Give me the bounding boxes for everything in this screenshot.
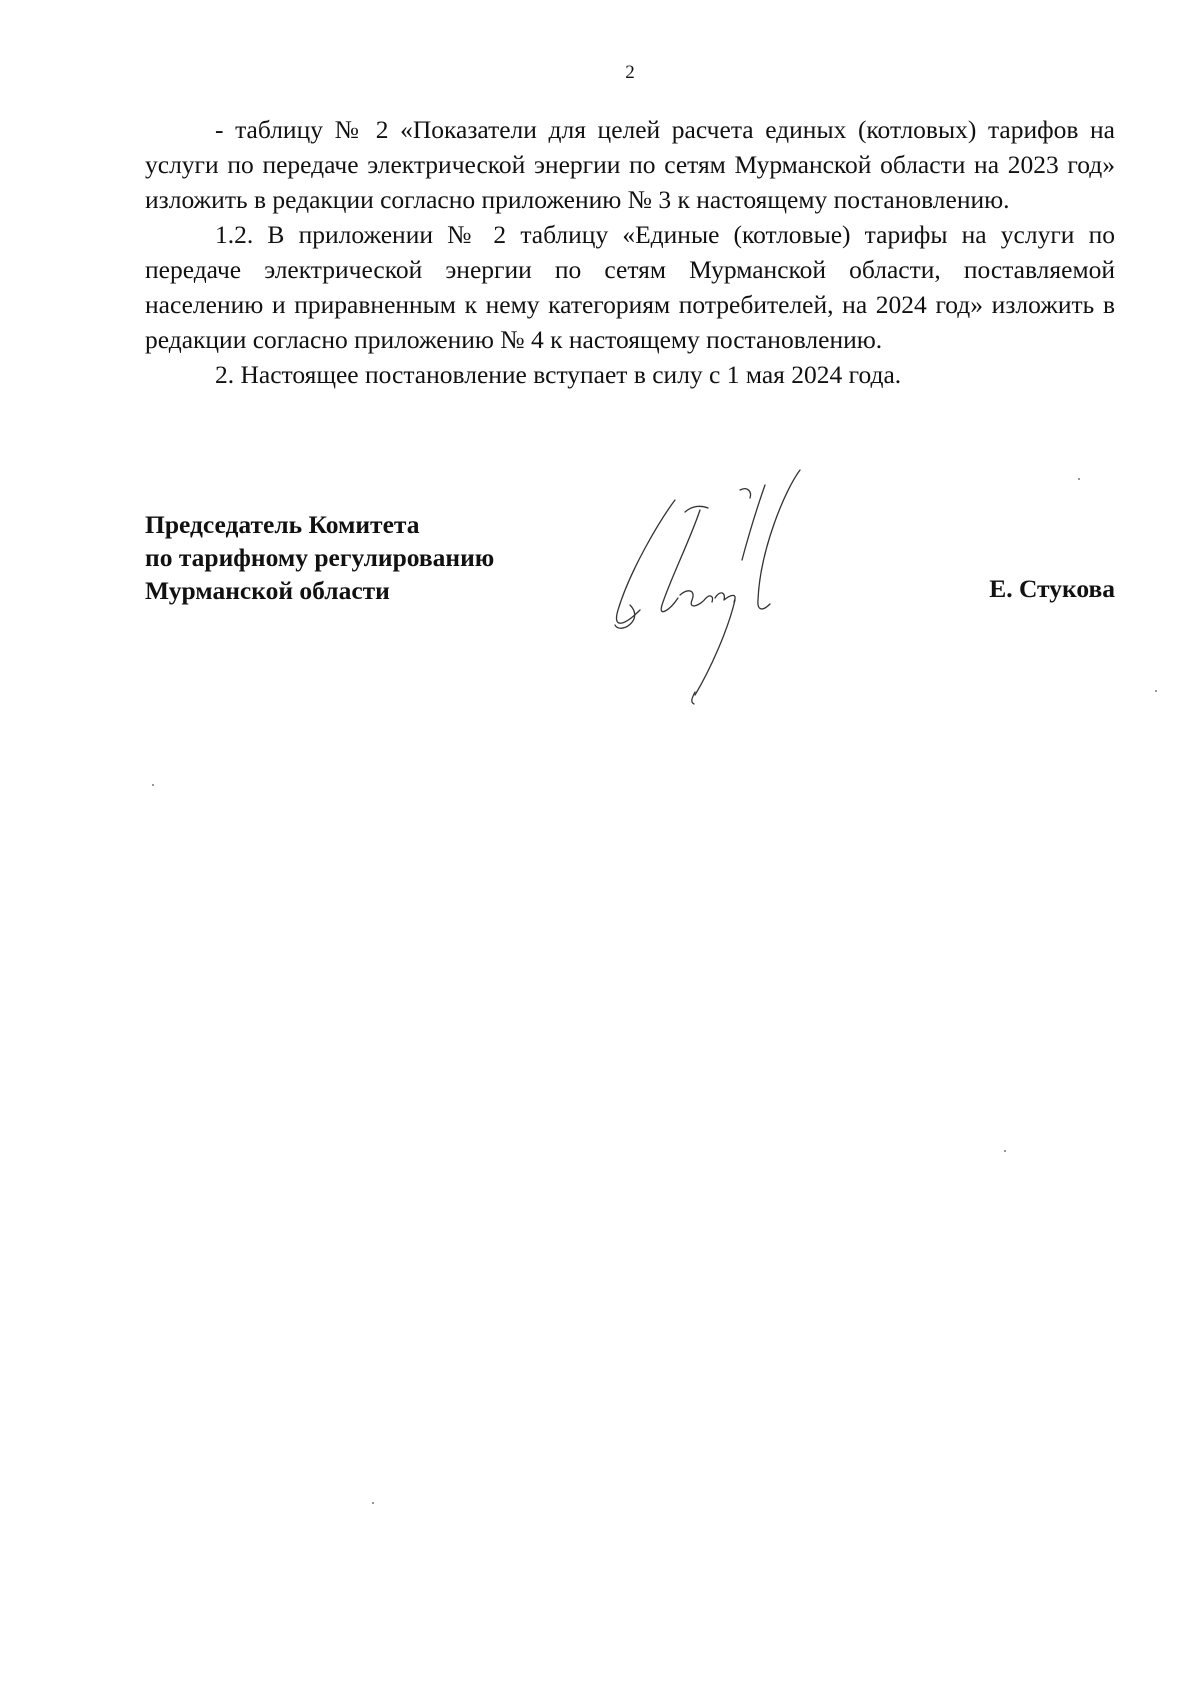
paragraph-2: 2. Настоящее постановление вступает в силу с 1 мая 2024 года. [215,360,902,389]
signatory-title-line: по тарифному регулированию [145,543,495,572]
document-body [145,112,1115,392]
scan-speck [1004,1150,1006,1152]
scan-speck [152,784,154,786]
scan-speck [372,1502,374,1504]
signatory-title-line: Председатель Комитета [145,510,420,539]
signatory-name: Е. Стукова [989,574,1115,603]
handwritten-signature [600,460,860,710]
signatory-title-line: Мурманской области [145,576,390,605]
paragraph-table-2: - таблицу № 2 «Показатели для целей расчета единых (котловых) тарифов на услуги по передаче электрической энергии по сетям Мурманской области на 2023 год» изложить в редакции согласно приложению № 3 к настоящему постановлению. [145,115,1115,214]
signatory-title [145,508,494,607]
scan-speck [1078,478,1080,480]
scan-speck [1155,690,1157,692]
paragraph-1-2: 1.2. В приложении № 2 таблицу «Единые (котловые) тарифы на услуги по передаче электрической энергии по сетям Мурманской области, поставляемой населению и приравненным к нему категориям потребителей, на 2024 год» изложить в редакции согласно приложению № 4 к настоящему постановлению. [145,220,1115,354]
page-number: 2 [625,62,635,83]
